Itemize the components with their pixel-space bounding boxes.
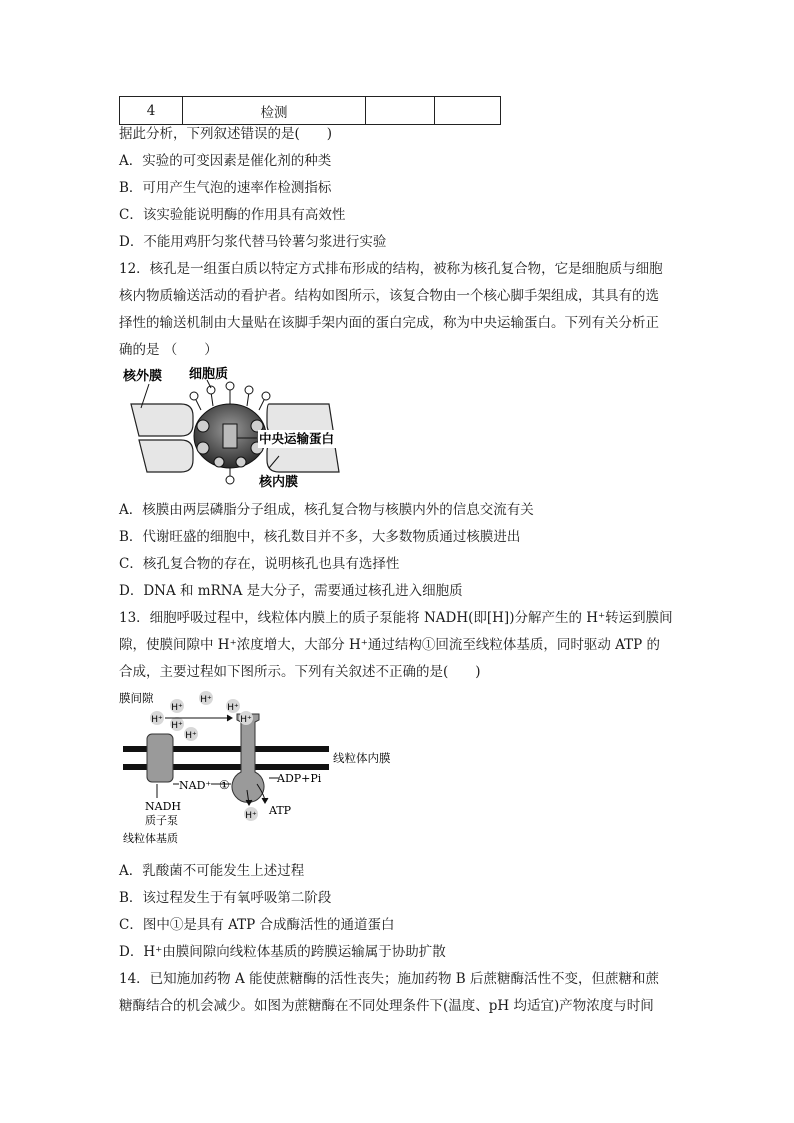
q13-option-d: D．H⁺由膜间隙向线粒体基质的跨膜运输属于协助扩散 (119, 944, 446, 960)
h-ion-label-8: H⁺ (245, 811, 257, 821)
q11-option-a: A．实验的可变因素是催化剂的种类 (119, 153, 332, 169)
h-ion-label-1: H⁺ (171, 703, 183, 713)
label-nadh: NADH (145, 800, 181, 813)
mitochondria-membrane-figure (119, 688, 409, 850)
label-central-transport-protein: 中央运输蛋白 (259, 431, 335, 446)
q11-stem: 据此分析，下列叙述错误的是( ) (119, 126, 333, 142)
q13-option-c: C．图中①是具有 ATP 合成酶活性的通道蛋白 (119, 917, 395, 933)
table-cell-empty-2 (435, 97, 501, 125)
label-inner-membrane: 线粒体内膜 (333, 751, 391, 765)
q12-option-d: D．DNA 和 mRNA 是大分子，需要通过核孔进入细胞质 (119, 583, 463, 599)
q11-option-c: C．该实验能说明酶的作用具有高效性 (119, 207, 346, 223)
q12-option-a: A．核膜由两层磷脂分子组成，核孔复合物与核膜内外的信息交流有关 (119, 502, 534, 518)
nuclear-basket (226, 476, 234, 484)
q13-option-a: A．乳酸菌不可能发生上述过程 (119, 863, 305, 879)
q13-option-b: B．该过程发生于有氧呼吸第二阶段 (119, 890, 332, 906)
central-transport-protein (223, 424, 237, 448)
label-cytoplasm: 细胞质 (189, 367, 229, 382)
label-atp: ATP (269, 804, 292, 817)
h-ion-label-5: H⁺ (171, 721, 183, 731)
q11-option-d: D．不能用鸡肝匀浆代替马铃薯匀浆进行实验 (119, 234, 387, 250)
q12-option-c: C．核孔复合物的存在，说明核孔也具有选择性 (119, 556, 400, 572)
q13-stem-line-2: 隙，使膜间隙中 H⁺浓度增大，大部分 H⁺通过结构①回流至线粒体基质，同时驱动 ATP 的 (119, 637, 661, 653)
h-ion-label-4: H⁺ (151, 715, 163, 725)
experiment-table (119, 96, 501, 125)
table-row (120, 97, 501, 125)
label-proton-pump: 质子泵 (145, 814, 178, 827)
label-inner-membrane: 核内膜 (259, 475, 299, 490)
q11-option-b: B．可用产生气泡的速率作检测指标 (119, 180, 332, 196)
q13-stem-line-1: 13．细胞呼吸过程中，线粒体内膜上的质子泵能将 NADH(即[H])分解产生的 H⁺转运到膜间 (119, 610, 673, 626)
h-ion-label-7: H⁺ (240, 715, 252, 725)
q13-stem-line-3: 合成，主要过程如下图所示。下列有关叙述不正确的是( ) (119, 664, 481, 680)
q14-stem-line-2: 糖酶结合的机会减少。如图为蔗糖酶在不同处理条件下(温度、pH 均适宜)产物浓度与时间 (119, 998, 654, 1014)
inner-membrane-left (139, 440, 193, 472)
q12-stem-line-1: 12．核孔是一组蛋白质以特定方式排布形成的结构，被称为核孔复合物，它是细胞质与细胞 (119, 261, 663, 277)
q14-stem-line-1: 14．已知施加药物 A 能使蔗糖酶的活性丧失；施加药物 B 后蔗糖酶活性不变，但蔗糖和蔗 (119, 971, 660, 987)
outer-membrane-left (131, 404, 193, 436)
q12-option-b: B．代谢旺盛的细胞中，核孔数目并不多，大多数物质通过核膜进出 (119, 529, 521, 545)
q12-stem-line-3: 择性的输送机制由大量贴在该脚手架内面的蛋白完成，称为中央运输蛋白。下列有关分析正 (119, 315, 659, 331)
label-intermembrane-space: 膜间隙 (119, 691, 154, 705)
label-circle-one: ① (219, 778, 230, 792)
table-cell-procedure: 检测 (183, 97, 366, 125)
q12-stem-line-2: 核内物质输送活动的看护者。结构如图所示，该复合物由一个核心脚手架组成，其具有的选 (119, 288, 659, 304)
h-ion-label-6: H⁺ (185, 731, 197, 741)
h-ion-label-3: H⁺ (227, 703, 239, 713)
label-nad: NAD⁺ (179, 779, 212, 792)
table-cell-step: 4 (120, 97, 183, 125)
h-ion-label-2: H⁺ (200, 695, 212, 705)
q12-stem-line-4: 确的是 （ ） (119, 342, 218, 358)
label-matrix: 线粒体基质 (123, 832, 178, 845)
atp-synthase-shape (232, 714, 264, 802)
label-outer-membrane: 核外膜 (123, 369, 163, 384)
nuclear-pore-figure (119, 366, 349, 491)
table-cell-empty-1 (366, 97, 435, 125)
label-adp-pi: ADP+Pi (277, 772, 322, 785)
proton-pump-shape (147, 734, 173, 782)
